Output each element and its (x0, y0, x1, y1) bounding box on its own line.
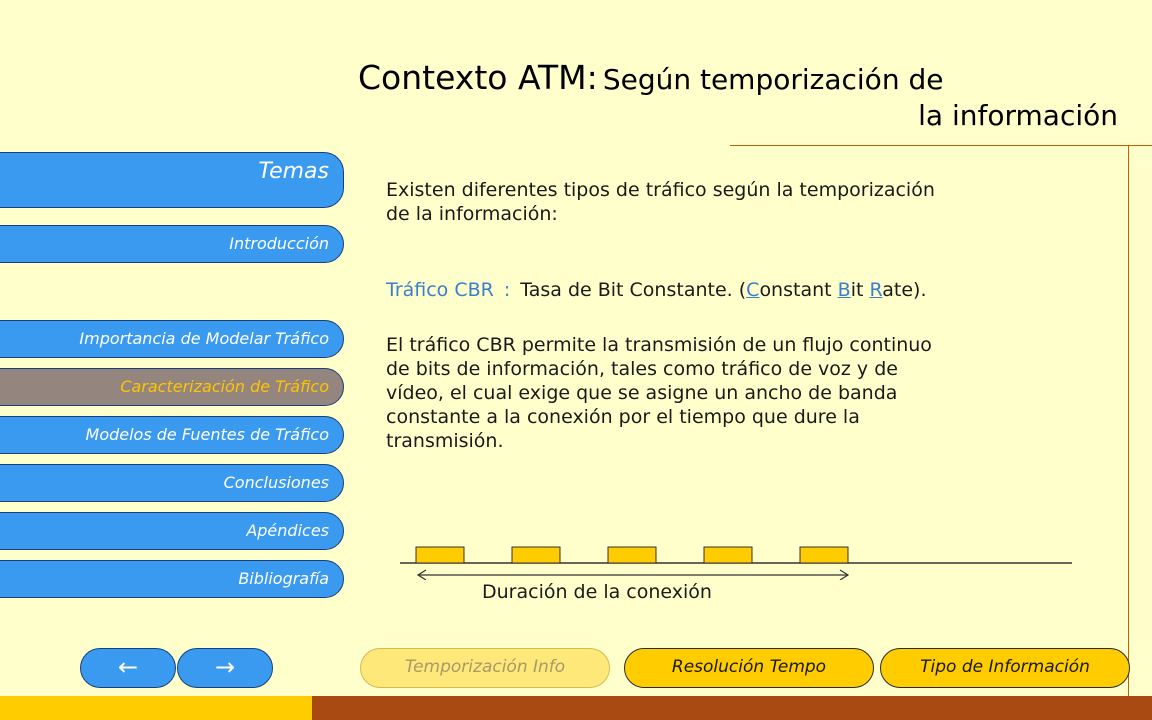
cell-block (800, 547, 848, 563)
tab-label: Temporización Info (404, 657, 566, 677)
intro-line: de la información: (386, 203, 558, 225)
sidebar-item-conclusiones[interactable] (0, 464, 344, 502)
sidebar-item-label: Apéndices (246, 521, 329, 540)
right-divider (1128, 145, 1129, 720)
cbr-description (386, 333, 1076, 453)
intro-paragraph (386, 178, 1086, 226)
cbr-word-rate: ate). (882, 279, 927, 301)
sidebar-item-label: Bibliografía (238, 569, 329, 588)
cbr-word-bit: it (850, 279, 870, 301)
cell-block (512, 547, 560, 563)
duration-arrow (418, 570, 848, 580)
sidebar-item-modelos[interactable] (0, 416, 344, 454)
cbr-definition (386, 278, 1106, 302)
sidebar-item-label: Conclusiones (223, 473, 329, 492)
tab-label: Tipo de Información (920, 657, 1090, 677)
tab-resolucion-tempo[interactable] (624, 648, 874, 688)
page-title-main: Contexto ATM: (358, 58, 598, 97)
sidebar-item-label: Modelos de Fuentes de Tráfico (85, 425, 329, 444)
diagram-label: Duración de la conexión (482, 581, 712, 603)
cbr-letter-c: C (746, 279, 760, 301)
page-title-sub-1: Según temporización de (602, 63, 944, 96)
cbr-text: Tasa de Bit Constante. ( (520, 279, 747, 301)
arrow-left-icon: ← (117, 653, 139, 681)
desc-line: El tráfico CBR permite la transmisión de un flujo continuo (386, 334, 932, 356)
tab-temporizacion-info[interactable] (360, 648, 610, 688)
intro-line: Existen diferentes tipos de tráfico según la temporización (386, 179, 935, 201)
title-divider (730, 145, 1152, 146)
sidebar-item-apendices[interactable] (0, 512, 344, 550)
cell-block (608, 547, 656, 563)
sidebar-item-introduccion[interactable] (0, 225, 344, 263)
cbr-separator: : (503, 279, 511, 301)
cbr-letter-r: R (869, 279, 883, 301)
arrow-right-icon: → (214, 653, 236, 681)
next-button[interactable] (177, 648, 273, 688)
desc-line: de bits de información, tales como tráfico de voz y de (386, 358, 898, 380)
prev-button[interactable] (80, 648, 176, 688)
sidebar-item-label: Introducción (229, 234, 329, 253)
page-title-sub-2: la información (918, 99, 1118, 132)
sidebar-item-label: Caracterización de Tráfico (120, 377, 329, 396)
sidebar-item-caracterizacion[interactable] (0, 368, 344, 406)
sidebar-item-bibliografia[interactable] (0, 560, 344, 598)
cbr-cell-diagram (400, 540, 1080, 580)
cell-block (416, 547, 464, 563)
cbr-letter-b: B (837, 279, 851, 301)
sidebar-header-label: Temas (258, 159, 329, 184)
footer-bar-yellow (0, 696, 312, 720)
sidebar-item-importancia[interactable] (0, 320, 344, 358)
tab-tipo-de-informacion[interactable] (880, 648, 1130, 688)
cbr-label: Tráfico CBR (386, 279, 494, 301)
desc-line: constante a la conexión por el tiempo que dure la (386, 406, 860, 428)
tab-label: Resolución Tempo (671, 657, 827, 677)
footer-bar-brown (312, 696, 1152, 720)
sidebar-item-label: Importancia de Modelar Tráfico (79, 329, 329, 348)
desc-line: vídeo, el cual exige que se asigne un ancho de banda (386, 382, 898, 404)
cbr-word-constant: onstant (759, 279, 838, 301)
desc-line: transmisión. (386, 430, 504, 452)
sidebar-header-temas (0, 152, 344, 208)
page-title (290, 58, 1118, 132)
cell-block (704, 547, 752, 563)
